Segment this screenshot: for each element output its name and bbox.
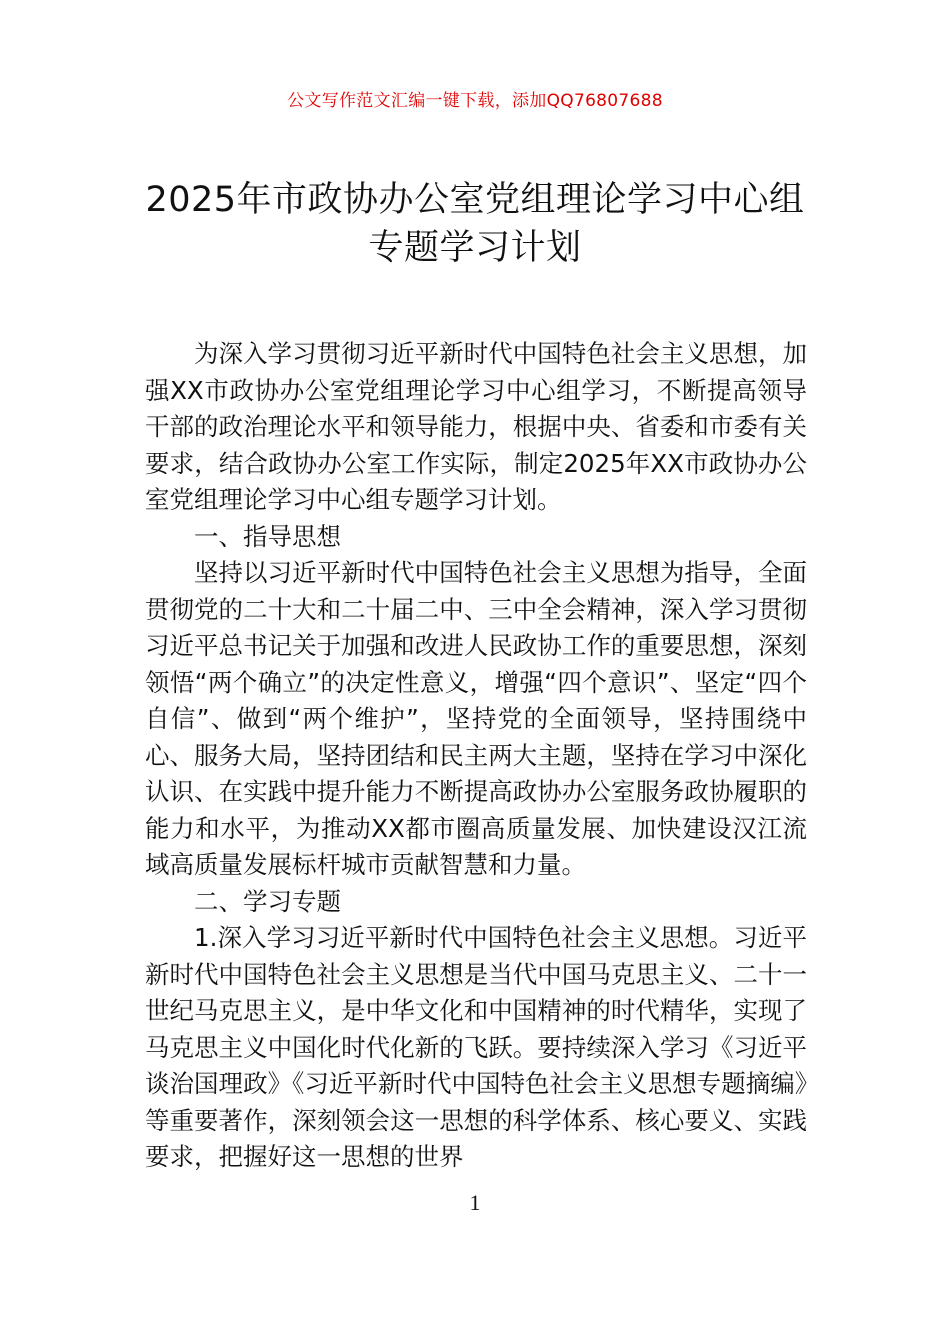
document-body (145, 336, 807, 1176)
intro-paragraph: 为深入学习贯彻习近平新时代中国特色社会主义思想，加强XX市政协办公室党组理论学习中心组学习，不断提高领导干部的政治理论水平和领导能力，根据中央、省委和市委有关要求，结合政协办公室工作实际，制定2025年XX市政协办公室党组理论学习中心组专题学习计划。 (145, 339, 807, 514)
promo-header: 公文写作范文汇编一键下载，添加QQ76807688 (287, 91, 663, 111)
section-heading-guiding-thought: 一、指导思想 (194, 521, 341, 551)
study-topic-1-paragraph: 1.深入学习习近平新时代中国特色社会主义思想。习近平新时代中国特色社会主义思想是当代中国马克思主义、二十一世纪马克思主义，是中华文化和中国精神的时代精华，实现了马克思主义中国化时代化新的飞跃。要持续深入学习《习近平谈治国理政》《习近平新时代中国特色社会主义思想专题摘编》等重要著作，深刻领会这一思想的科学体系、核心要义、实践要求，把握好这一思想的世界 (145, 923, 807, 1171)
document-title-line-1: 2025年市政协办公室党组理论学习中心组 (145, 180, 805, 220)
document-title-line-2: 专题学习计划 (368, 228, 582, 268)
section-heading-study-topics: 二、学习专题 (194, 886, 341, 916)
guiding-thought-paragraph: 坚持以习近平新时代中国特色社会主义思想为指导，全面贯彻党的二十大和二十届二中、三中全会精神，深入学习贯彻习近平总书记关于加强和改进人民政协工作的重要思想，深刻领悟“两个确立”的决定性意义，增强“四个意识”、坚定“四个自信”、做到“两个维护”，坚持党的全面领导，坚持围绕中心、服务大局，坚持团结和民主两大主题，坚持在学习中深化认识、在实践中提升能力不断提高政协办公室服务政协履职的能力和水平，为推动XX都市圈高质量发展、加快建设汉江流域高质量发展标杆城市贡献智慧和力量。 (145, 558, 807, 879)
page-number: 1 (469, 1190, 481, 1215)
